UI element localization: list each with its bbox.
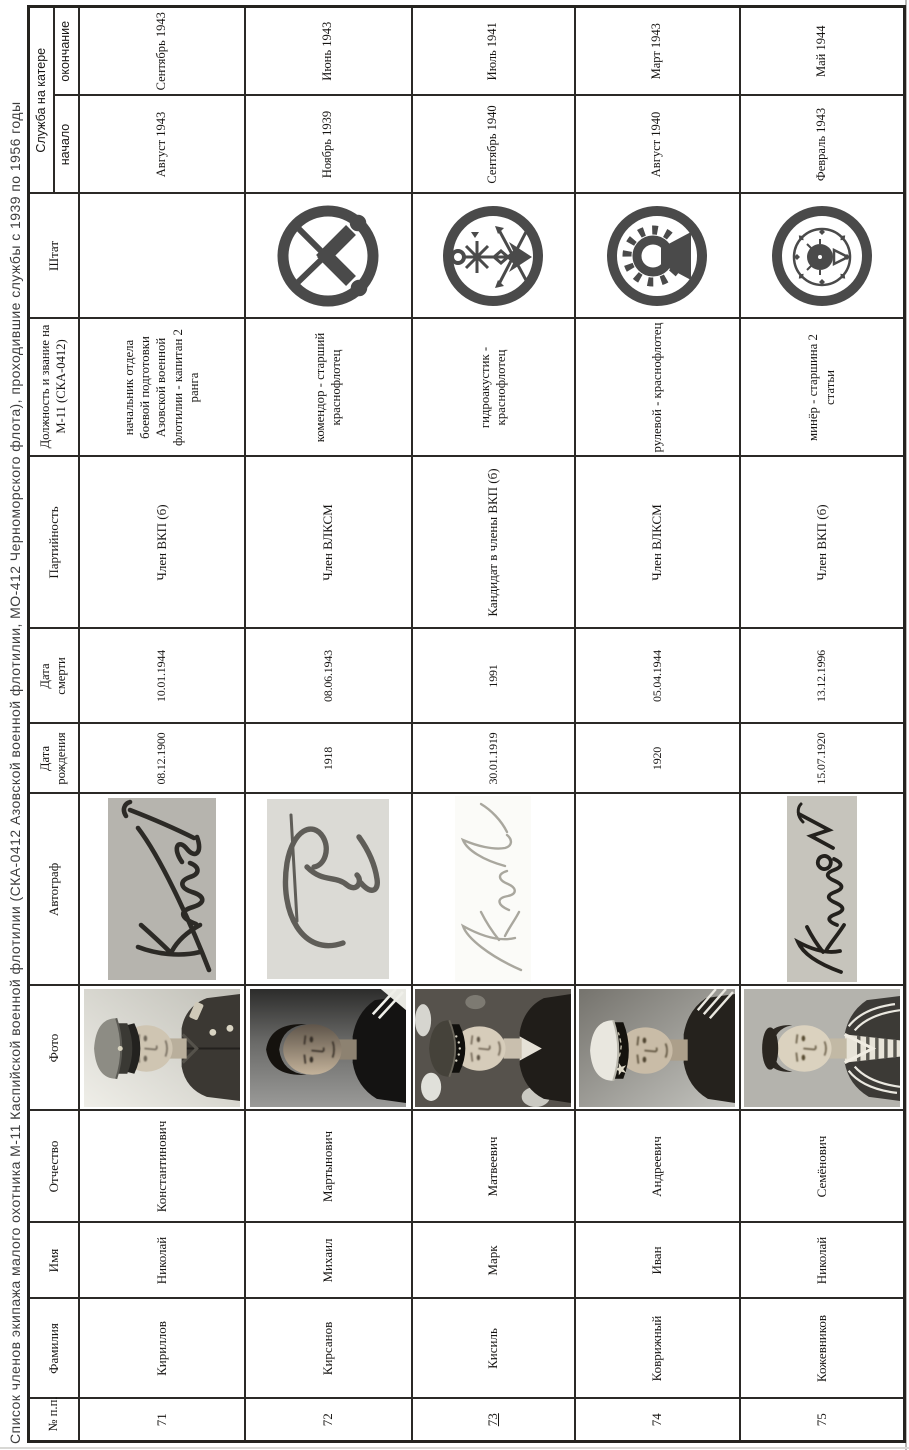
position-cell: рулевой - краснофлотец: [575, 319, 740, 457]
death-date-cell: 1991: [412, 629, 575, 724]
patronymic-cell: Матвеевич: [412, 1111, 575, 1223]
col-header-service-end: окончание: [54, 6, 79, 95]
col-header-service-start: начало: [54, 96, 79, 194]
first-name-cell: Иван: [575, 1223, 740, 1299]
portrait-photo-sailor-telnyashka: [744, 989, 900, 1107]
service-end-cell: Сентябрь 1943: [79, 6, 245, 95]
col-header-autograph: Автограф: [29, 794, 79, 986]
death-date-cell: 13.12.1996: [740, 629, 905, 724]
table-row: [575, 6, 740, 1441]
photo-cell: [575, 986, 740, 1111]
row-number: 71: [79, 1399, 245, 1442]
service-end-cell: Март 1943: [575, 6, 740, 95]
table-row: [740, 6, 905, 1441]
row-number: 75: [740, 1399, 905, 1442]
first-name-cell: Николай: [740, 1223, 905, 1299]
patronymic-cell: Мартынович: [245, 1111, 412, 1223]
row-number: 73: [412, 1399, 575, 1442]
crew-roster-table: [27, 5, 906, 1443]
staff-badge-cell: [575, 194, 740, 319]
party-cell: Член ВЛКСМ: [575, 457, 740, 629]
col-header-last-name: Фамилия: [29, 1299, 79, 1399]
birth-date-cell: 30.01.1919: [412, 724, 575, 794]
death-date-cell: 10.01.1944: [79, 629, 245, 724]
photo-cell: [740, 986, 905, 1111]
signature-image: [108, 799, 216, 981]
last-name-cell: Кисиль: [412, 1299, 575, 1399]
service-start-cell: Февраль 1943: [740, 96, 905, 194]
ship-wheel-icon: [601, 200, 713, 312]
autograph-cell: [412, 794, 575, 986]
autograph-cell-empty: [575, 794, 740, 986]
photo-cell: [245, 986, 412, 1111]
last-name-cell: Кириллов: [79, 1299, 245, 1399]
birth-date-cell: 1920: [575, 724, 740, 794]
last-name-cell: Кирсанов: [245, 1299, 412, 1399]
death-date-cell: 05.04.1944: [575, 629, 740, 724]
staff-badge-cell: [740, 194, 905, 319]
last-name-cell: Кожевников: [740, 1299, 905, 1399]
scan-edge-line-2: [0, 1447, 909, 1449]
service-start-cell: Сентябрь 1940: [412, 96, 575, 194]
position-cell: начальник отдела боевой подготовки Азовской военной флотилии - капитан 2 ранга: [79, 319, 245, 457]
party-cell: Член ВКП (б): [740, 457, 905, 629]
first-name-cell: Михаил: [245, 1223, 412, 1299]
table-row: [79, 6, 245, 1441]
staff-badge-cell: [412, 194, 575, 319]
patronymic-cell: Константинович: [79, 1111, 245, 1223]
position-cell: гидроакустик - краснофлотец: [412, 319, 575, 457]
row-number: 72: [245, 1399, 412, 1442]
service-end-cell: Июль 1941: [412, 6, 575, 95]
autograph-cell: [740, 794, 905, 986]
col-header-death-date: Дата смерти: [29, 629, 79, 724]
col-header-party: Партийность: [29, 457, 79, 629]
col-header-birth-date: Дата рождения: [29, 724, 79, 794]
signature-image: [267, 800, 389, 980]
table-row: [412, 6, 575, 1441]
last-name-cell: Коврижный: [575, 1299, 740, 1399]
autograph-cell: [245, 794, 412, 986]
col-header-first-name: Имя: [29, 1223, 79, 1299]
service-end-cell: Июнь 1943: [245, 6, 412, 95]
portrait-photo-sailor-dark: [250, 989, 406, 1107]
col-header-staff: Штат: [29, 194, 79, 319]
birth-date-cell: 15.07.1920: [740, 724, 905, 794]
col-header-no: № п.п.: [29, 1399, 79, 1442]
party-cell: Член ВЛКСМ: [245, 457, 412, 629]
service-start-cell: Август 1940: [575, 96, 740, 194]
portrait-photo-sailor-star-cap: [579, 989, 735, 1107]
first-name-cell: Марк: [412, 1223, 575, 1299]
birth-date-cell: 08.12.1900: [79, 724, 245, 794]
party-cell: Кандидат в члены ВКП (б): [412, 457, 575, 629]
photo-cell: [412, 986, 575, 1111]
col-header-service-group: Служба на катере: [29, 6, 54, 193]
service-start-cell: Ноябрь 1939: [245, 96, 412, 194]
position-cell: комендор - старший краснофлотец: [245, 319, 412, 457]
document-title: Список членов экипажа малого охотника М-11 Каспийской военной флотилии (СКА-0412 Азовской военной флотилии, МО-412 Черноморского флота), проходившие службы с 1939 по 1956 годы: [7, 101, 23, 1444]
signature-image: [455, 797, 531, 983]
col-header-patronymic: Отчество: [29, 1111, 79, 1223]
death-date-cell: 08.06.1943: [245, 629, 412, 724]
birth-date-cell: 1918: [245, 724, 412, 794]
photo-cell: [79, 986, 245, 1111]
table-row: [245, 6, 412, 1441]
row-number: 74: [575, 1399, 740, 1442]
hydroacoustic-badge-icon: [437, 200, 549, 312]
col-header-photo: Фото: [29, 986, 79, 1111]
crossed-cannons-icon: [272, 200, 384, 312]
service-start-cell: Август 1943: [79, 96, 245, 194]
service-end-cell: Май 1944: [740, 6, 905, 95]
portrait-photo-sailor-cap: [415, 989, 571, 1107]
patronymic-cell: Семёнович: [740, 1111, 905, 1223]
autograph-cell: [79, 794, 245, 986]
signature-image: [787, 797, 857, 983]
patronymic-cell: Андреевич: [575, 1111, 740, 1223]
position-cell: минёр - старшина 2 статьи: [740, 319, 905, 457]
col-header-position: Должность и звание на М-11 (СКА-0412): [29, 319, 79, 457]
staff-badge-cell: [245, 194, 412, 319]
first-name-cell: Николай: [79, 1223, 245, 1299]
naval-mine-icon: [766, 200, 878, 312]
staff-badge-cell-empty: [79, 194, 245, 319]
portrait-photo-officer: [84, 989, 240, 1107]
party-cell: Член ВКП (б): [79, 457, 245, 629]
